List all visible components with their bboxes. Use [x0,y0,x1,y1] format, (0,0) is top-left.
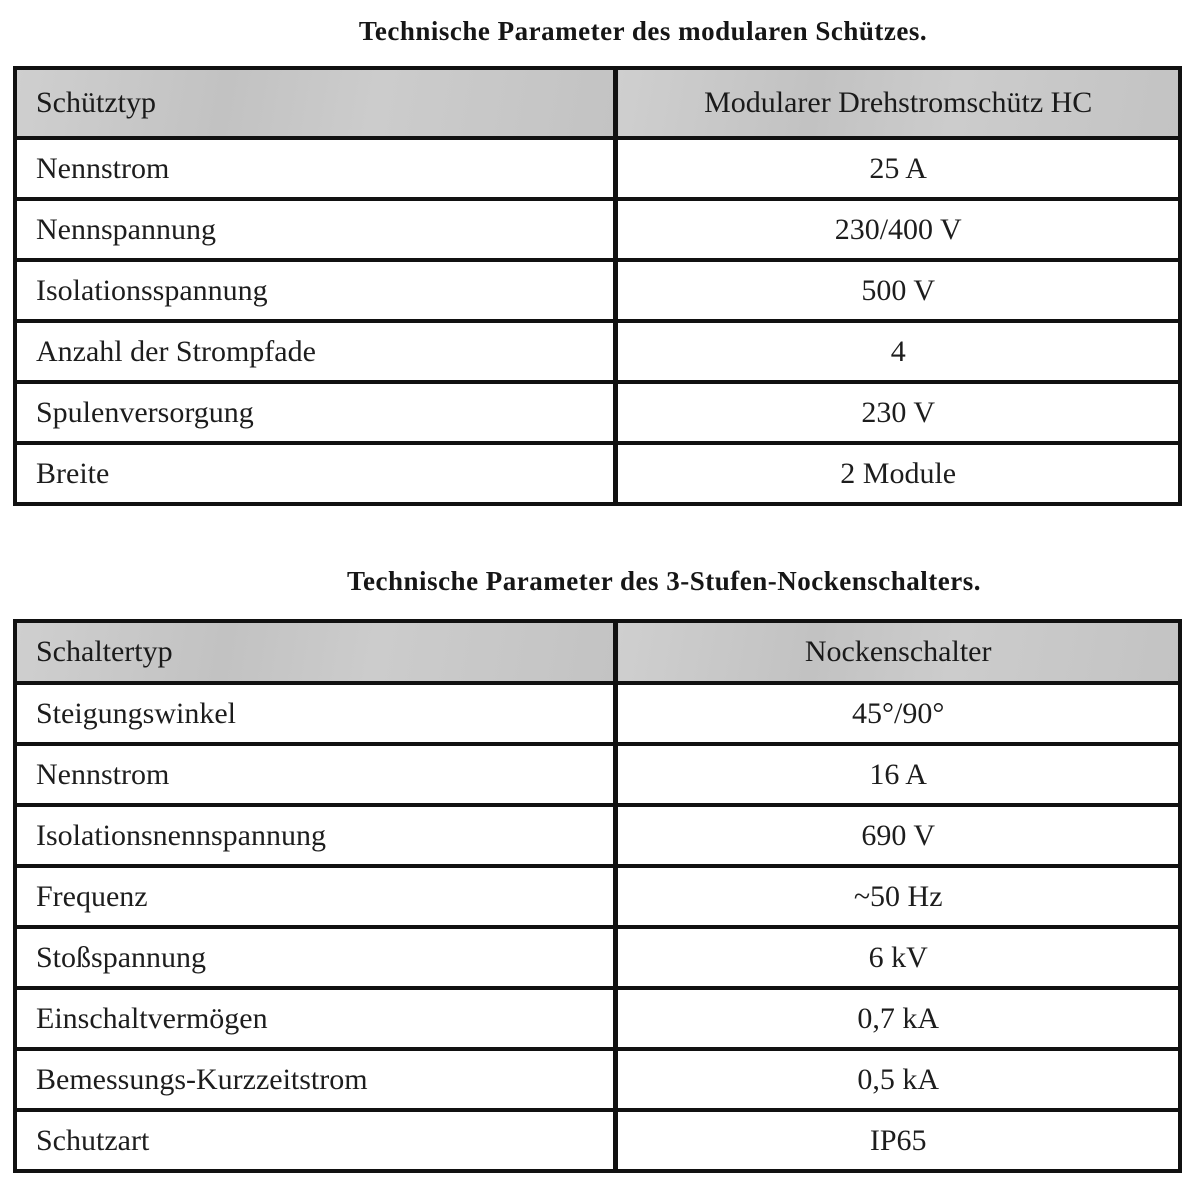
value-cell: 2 Module [616,443,1180,504]
table-row [15,805,1180,866]
value-cell: 230 V [616,382,1180,443]
column-header-type: Schütztyp [15,68,616,138]
param-cell: Bemessungs-Kurzzeitstrom [15,1049,616,1110]
value-cell: 25 A [616,138,1180,199]
column-header-model: Nockenschalter [616,621,1180,683]
value-cell: IP65 [616,1110,1180,1171]
table-row [15,321,1180,382]
value-cell: 690 V [616,805,1180,866]
param-cell: Anzahl der Strompfade [15,321,616,382]
table-2-title: Technische Parameter des 3-Stufen-Nockenschalters. [347,566,981,596]
table-row [15,1049,1180,1110]
column-header-type: Schaltertyp [15,621,616,683]
value-cell: 0,5 kA [616,1049,1180,1110]
table-row [15,927,1180,988]
value-cell: 230/400 V [616,199,1180,260]
value-cell: 16 A [616,744,1180,805]
contactor-spec-section [0,0,1200,506]
value-cell: ~50 Hz [616,866,1180,927]
value-cell: 4 [616,321,1180,382]
param-cell: Steigungswinkel [15,683,616,744]
table-row [15,138,1180,199]
table-header-row [15,621,1180,683]
param-cell: Schutzart [15,1110,616,1171]
value-cell: 0,7 kA [616,988,1180,1049]
param-cell: Stoßspannung [15,927,616,988]
table-row [15,260,1180,321]
value-cell: 45°/90° [616,683,1180,744]
param-cell: Isolationsnennspannung [15,805,616,866]
table-row [15,443,1180,504]
param-cell: Nennstrom [15,744,616,805]
param-cell: Isolationsspannung [15,260,616,321]
column-header-model: Modularer Drehstromschütz HC [616,68,1180,138]
contactor-spec-table [13,66,1182,506]
value-cell: 500 V [616,260,1180,321]
table-1-title: Technische Parameter des modularen Schützes. [358,16,928,46]
table-row [15,1110,1180,1171]
cam-switch-spec-section [0,506,1200,1173]
table-row [15,683,1180,744]
table-row [15,382,1180,443]
param-cell: Nennstrom [15,138,616,199]
cam-switch-spec-table [13,619,1182,1173]
table-row [15,866,1180,927]
param-cell: Spulenversorgung [15,382,616,443]
table-row [15,744,1180,805]
param-cell: Frequenz [15,866,616,927]
value-cell: 6 kV [616,927,1180,988]
param-cell: Einschaltvermögen [15,988,616,1049]
table-row [15,199,1180,260]
param-cell: Breite [15,443,616,504]
table-row [15,988,1180,1049]
param-cell: Nennspannung [15,199,616,260]
table-header-row [15,68,1180,138]
